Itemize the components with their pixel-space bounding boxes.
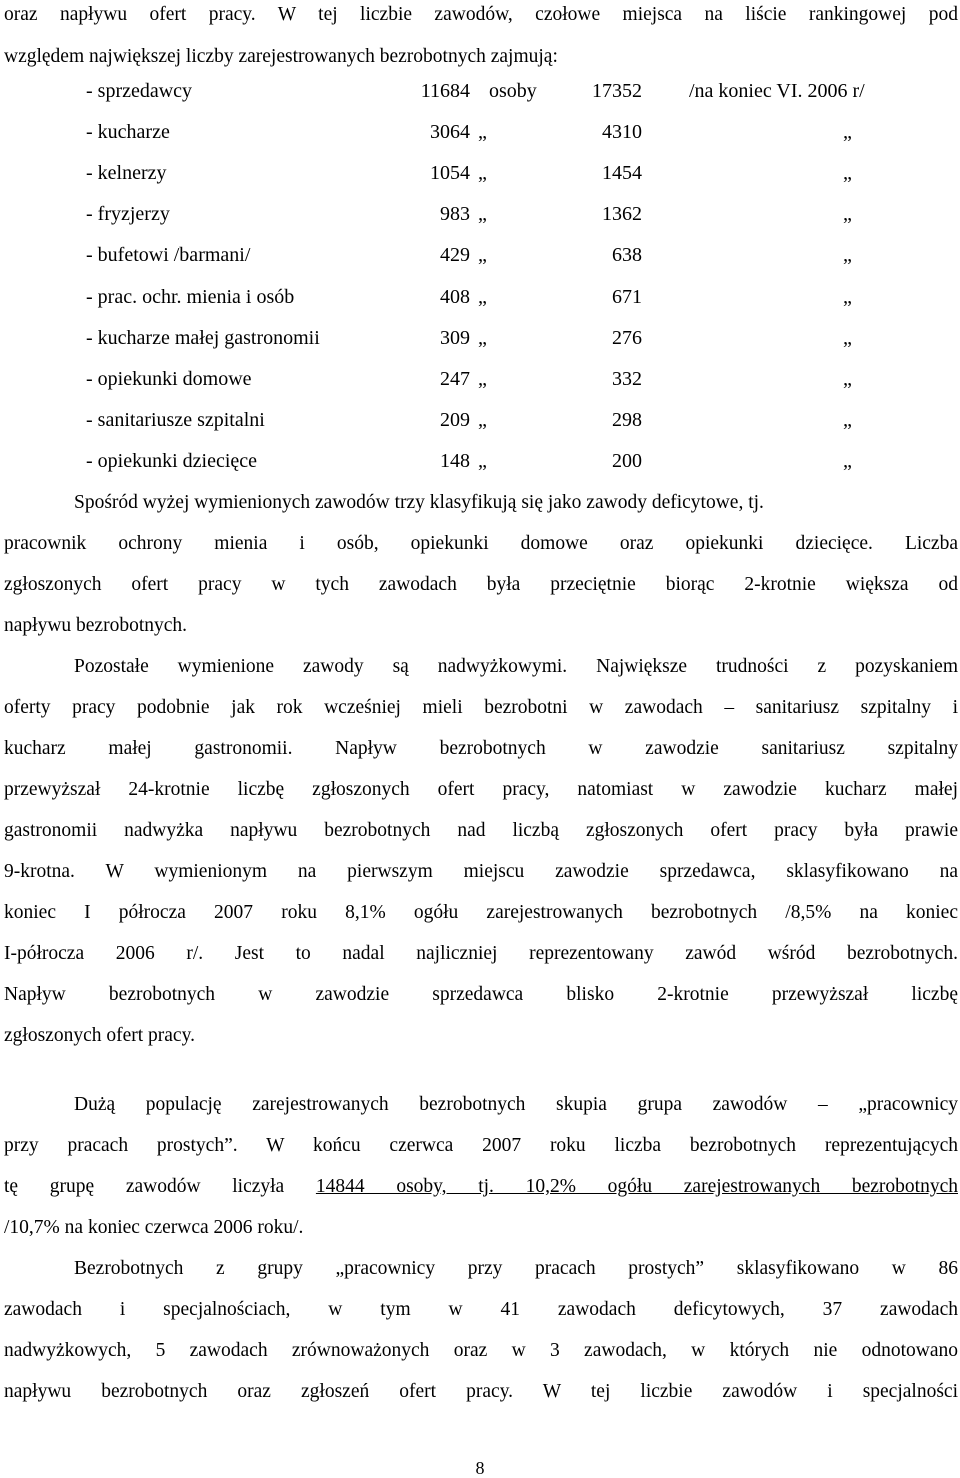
occupation-name: - fryzjerzy <box>86 203 170 225</box>
table-row <box>0 160 960 186</box>
occupation-name: - opiekunki dziecięce <box>86 450 258 472</box>
table-row <box>0 284 960 310</box>
paragraph-line: kucharz małej gastronomii. Napływ bezrobotnych w zawodzie sanitariusz szpitalny <box>4 738 958 759</box>
count-2007: 209 <box>440 409 470 431</box>
paragraph-line: nadwyżkowych, 5 zawodach zrównoważonych oraz w 3 zawodach, w których nie odnotowano <box>4 1340 958 1361</box>
count-2007: 3064 <box>430 121 470 143</box>
paragraph-line: zgłoszonych ofert pracy w tych zawodach była przeciętnie biorąc 2-krotnie większa od <box>4 574 958 595</box>
ditto-mark: „ <box>843 368 852 390</box>
occupation-name: - kucharze małej gastronomii <box>86 327 320 349</box>
count-2007: 429 <box>440 244 470 266</box>
count-2007: 309 <box>440 327 470 349</box>
ditto-mark: „ <box>843 286 852 308</box>
count-2006: 671 <box>612 286 642 308</box>
count-2007: 11684 <box>420 80 470 102</box>
count-2006: 298 <box>612 409 642 431</box>
table-row <box>0 242 960 268</box>
count-2007: 983 <box>440 203 470 225</box>
ditto-mark: „ <box>843 327 852 349</box>
count-2006: 17352 <box>592 80 642 102</box>
ditto-mark: „ <box>478 244 487 266</box>
paragraph-line: przy pracach prostych”. W końcu czerwca 2007 roku liczba bezrobotnych reprezentujących <box>4 1135 958 1156</box>
paragraph-line: Pozostałe wymienione zawody są nadwyżkowymi. Największe trudności z pozyskaniem <box>74 656 958 677</box>
occupation-name: - prac. ochr. mienia i osób <box>86 286 295 308</box>
table-row <box>0 366 960 392</box>
ditto-mark: „ <box>478 409 487 431</box>
ditto-mark: „ <box>478 327 487 349</box>
count-2007: 408 <box>440 286 470 308</box>
unit-label: osoby <box>489 80 537 102</box>
ditto-mark: „ <box>478 286 487 308</box>
count-2007: 247 <box>440 368 470 390</box>
table-row <box>0 325 960 351</box>
table-row <box>0 78 960 104</box>
count-2006: 4310 <box>602 121 642 143</box>
paragraph-line: 9-krotna. W wymienionym na pierwszym miejscu zawodzie sprzedawca, sklasyfikowano na <box>4 861 958 882</box>
table-row <box>0 407 960 433</box>
paragraph-line: napływu bezrobotnych oraz zgłoszeń ofert pracy. W tej liczbie zawodów i specjalności <box>4 1381 958 1402</box>
occupation-name: - bufetowi /barmani/ <box>86 244 251 266</box>
page-number: 8 <box>475 1458 485 1478</box>
paragraph-line: koniec I półrocza 2007 roku 8,1% ogółu zarejestrowanych bezrobotnych /8,5% na koniec <box>4 902 958 923</box>
count-2006: 1454 <box>602 162 642 184</box>
ditto-mark: „ <box>478 162 487 184</box>
count-2006: 638 <box>612 244 642 266</box>
underlined-statistic: 14844 osoby, tj. 10,2% ogółu zarejestrowanych bezrobotnych <box>315 1176 958 1197</box>
paragraph-line: zawodach i specjalnościach, w tym w 41 zawodach deficytowych, 37 zawodach <box>4 1299 958 1320</box>
paragraph-line: gastronomii nadwyżka napływu bezrobotnych nad liczbą zgłoszonych ofert pracy była prawie <box>4 820 958 841</box>
count-2006: 276 <box>612 327 642 349</box>
count-2006: 332 <box>612 368 642 390</box>
table-row <box>0 201 960 227</box>
paragraph-line: Dużą populację zarejestrowanych bezrobotnych skupia grupa zawodów – „pracownicy <box>74 1094 958 1115</box>
occupation-name: - kucharze <box>86 121 170 143</box>
ditto-mark: „ <box>478 450 487 472</box>
paragraph-line: przewyższał 24-krotnie liczbę zgłoszonych ofert pracy, natomiast w zawodzie kucharz małej <box>4 779 958 800</box>
ditto-mark: „ <box>478 368 487 390</box>
occupation-name: - opiekunki domowe <box>86 368 252 390</box>
count-2006: 1362 <box>602 203 642 225</box>
paragraph-line: Spośród wyżej wymienionych zawodów trzy klasyfikują się jako zawody deficytowe, tj. <box>74 492 764 513</box>
count-2007: 1054 <box>430 162 470 184</box>
ditto-mark: „ <box>478 203 487 225</box>
table-row <box>0 448 960 474</box>
paragraph-line: /10,7% na koniec czerwca 2006 roku/. <box>4 1217 304 1238</box>
ditto-mark: „ <box>478 121 487 143</box>
ditto-mark: „ <box>843 121 852 143</box>
ditto-mark: „ <box>843 409 852 431</box>
ditto-mark: „ <box>843 203 852 225</box>
count-2006: 200 <box>612 450 642 472</box>
paragraph-text: tę grupę zawodów liczyła <box>4 1176 316 1197</box>
occupation-name: - sanitariusze szpitalni <box>86 409 265 431</box>
paragraph-line: Bezrobotnych z grupy „pracownicy przy pracach prostych” sklasyfikowano w 86 <box>74 1258 958 1279</box>
paragraph-line: I-półrocza 2006 r/. Jest to nadal najliczniej reprezentowany zawód wśród bezrobotnych. <box>4 943 958 964</box>
table-row <box>0 119 960 145</box>
paragraph-line: zgłoszonych ofert pracy. <box>4 1025 195 1046</box>
paragraph-line: napływu bezrobotnych. <box>4 615 188 636</box>
ditto-mark: „ <box>843 450 852 472</box>
paragraph-line <box>4 1175 958 1199</box>
intro-line: oraz napływu ofert pracy. W tej liczbie zawodów, czołowe miejsca na liście rankingowej pod <box>4 4 958 25</box>
ditto-mark: „ <box>843 244 852 266</box>
occupation-name: - sprzedawcy <box>86 80 193 102</box>
count-2007: 148 <box>440 450 470 472</box>
paragraph-line: pracownik ochrony mienia i osób, opiekunki domowe oraz opiekunki dziecięce. Liczba <box>4 533 958 554</box>
intro-line: względem największej liczby zarejestrowanych bezrobotnych zajmują: <box>4 46 558 67</box>
ditto-mark: „ <box>843 162 852 184</box>
period-note: /na koniec VI. 2006 r/ <box>689 80 865 102</box>
paragraph-line: Napływ bezrobotnych w zawodzie sprzedawca blisko 2-krotnie przewyższał liczbę <box>4 984 958 1005</box>
paragraph-line: oferty pracy podobnie jak rok wcześniej mieli bezrobotni w zawodach – sanitariusz szpitalny i <box>4 697 958 718</box>
occupation-name: - kelnerzy <box>86 162 167 184</box>
